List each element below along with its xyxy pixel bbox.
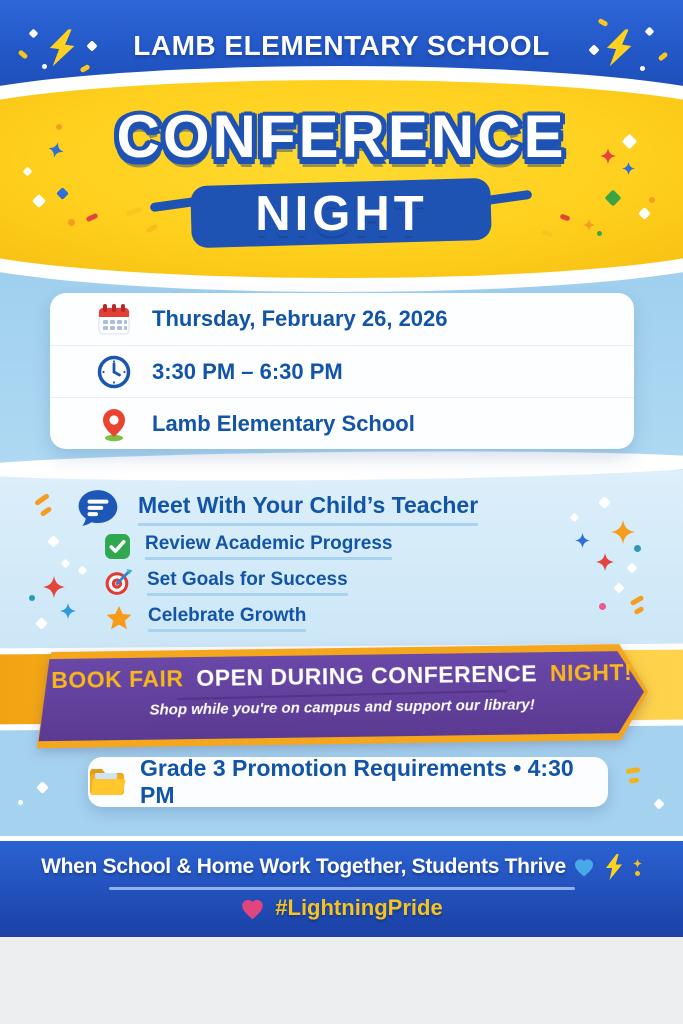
calendar-icon (94, 301, 134, 337)
sparkle-icon (60, 603, 76, 619)
event-date-row (50, 293, 634, 345)
agenda-heading: Meet With Your Child’s Teacher (138, 492, 478, 526)
sparkle-icon (596, 553, 614, 571)
agenda-item-label: Set Goals for Success (147, 569, 348, 596)
agenda-item (104, 569, 392, 596)
speech-bubble-icon (74, 486, 122, 532)
book-fair-banner (35, 644, 648, 749)
event-time-row (50, 345, 634, 397)
book-fair-title-part2: OPEN DURING CONFERENCE (196, 660, 538, 692)
lightning-bolt-icon (597, 19, 640, 77)
agenda-item-list (104, 533, 392, 641)
event-location-row (50, 397, 634, 449)
footer-hashtag-row (0, 895, 683, 921)
target-icon (104, 568, 133, 597)
bottom-margin (0, 937, 683, 1024)
heart-icon (240, 896, 265, 921)
checkmark-icon (104, 533, 131, 560)
sparkle-icon (575, 533, 590, 548)
sparkle-icon (633, 859, 642, 876)
event-location: Lamb Elementary School (152, 410, 415, 436)
book-fair-title-part3: NIGHT! (549, 658, 633, 687)
book-fair-title (36, 659, 648, 695)
event-details-card (50, 293, 634, 449)
lightning-bolt-icon (602, 852, 626, 882)
folder-icon (88, 766, 126, 798)
footer-banner (0, 836, 683, 937)
confetti-icon (634, 545, 641, 552)
agenda-item-label: Celebrate Growth (148, 605, 306, 632)
footer-hashtag: #LightningPride (275, 895, 443, 920)
sparkle-icon (611, 520, 635, 544)
heart-icon (573, 856, 595, 878)
agenda-item (104, 533, 392, 560)
agenda-heading-row (74, 486, 478, 532)
agenda-item-label: Review Academic Progress (145, 533, 392, 560)
book-fair-subtitle: Shop while you're on campus and support our library! (149, 696, 535, 719)
event-date: Thursday, February 26, 2026 (152, 306, 448, 331)
sparkle-icon (640, 66, 645, 71)
event-title-line2: NIGHT (255, 187, 428, 241)
footer-tagline-row (0, 852, 683, 882)
event-time: 3:30 PM – 6:30 PM (152, 358, 343, 384)
promotion-card (88, 757, 608, 807)
lightning-bolt-icon (40, 19, 83, 77)
location-pin-icon (94, 406, 134, 442)
clock-icon (94, 354, 134, 390)
agenda-item (104, 605, 392, 632)
confetti-icon (18, 800, 23, 805)
sparkle-icon (43, 576, 65, 598)
sparkle-icon (42, 64, 47, 69)
confetti-icon (599, 603, 606, 610)
school-name: LAMB ELEMENTARY SCHOOL (133, 30, 550, 61)
book-fair-title-part1: BOOK FAIR (51, 665, 184, 694)
ribbon-content (35, 644, 648, 749)
footer-tagline: When School & Home Work Together, Students Thrive (41, 855, 566, 878)
event-title-line1: CONFERENCE (116, 103, 567, 170)
promotion-label: Grade 3 Promotion Requirements • 4:30 PM (140, 755, 574, 808)
star-icon (104, 604, 134, 634)
confetti-icon (29, 595, 35, 601)
footer-underline (109, 887, 575, 890)
